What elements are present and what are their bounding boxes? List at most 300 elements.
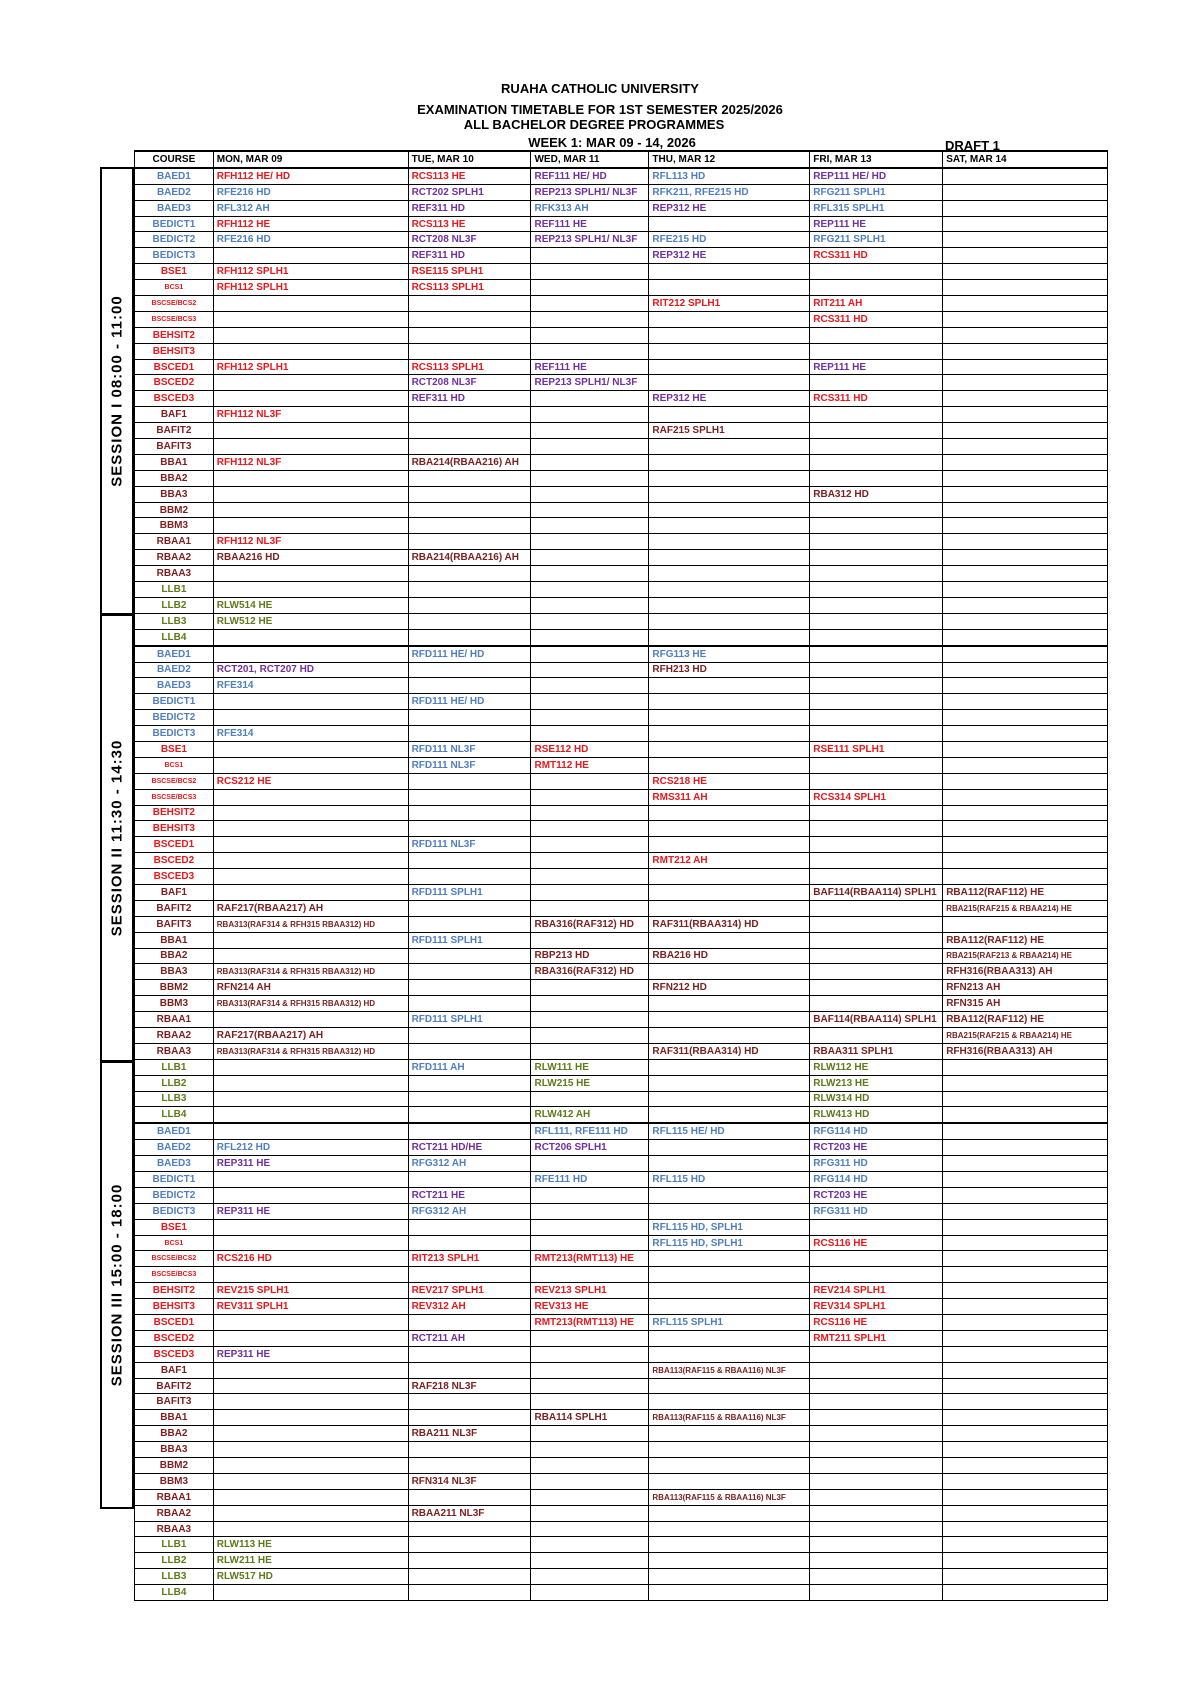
exam-cell: REP311 HE (213, 1346, 408, 1362)
exam-cell (213, 1091, 408, 1107)
exam-cell: REP312 HE (649, 391, 810, 407)
exam-cell (213, 375, 408, 391)
exam-cell (213, 1123, 408, 1139)
exam-cell (810, 423, 943, 439)
exam-cell (408, 1489, 531, 1505)
exam-cell (943, 694, 1108, 710)
exam-cell (408, 1172, 531, 1188)
exam-cell (943, 1585, 1108, 1601)
exam-cell (649, 1426, 810, 1442)
course-cell: BSCED2 (135, 1330, 214, 1346)
exam-cell (408, 407, 531, 423)
exam-cell: RFE314 (213, 678, 408, 694)
exam-cell (649, 1156, 810, 1172)
course-cell: LLB4 (135, 1107, 214, 1123)
exam-cell (213, 343, 408, 359)
timetable-table (134, 150, 1108, 1601)
exam-cell (810, 710, 943, 726)
exam-cell (943, 1505, 1108, 1521)
exam-cell (531, 1267, 649, 1283)
exam-cell (810, 1378, 943, 1394)
timetable-row (135, 996, 1108, 1012)
exam-cell: RBP213 HD (531, 948, 649, 964)
exam-cell (649, 1091, 810, 1107)
exam-cell: RFG114 HD (810, 1172, 943, 1188)
course-cell: BEDICT2 (135, 1187, 214, 1203)
exam-cell: RBAA216 HD (213, 550, 408, 566)
timetable-row (135, 1107, 1108, 1123)
course-cell: LLB1 (135, 582, 214, 598)
course-cell: BBA1 (135, 454, 214, 470)
exam-cell (943, 1426, 1108, 1442)
exam-cell: RSE111 SPLH1 (810, 741, 943, 757)
exam-cell (943, 1075, 1108, 1091)
exam-cell (810, 678, 943, 694)
exam-cell (943, 1107, 1108, 1123)
timetable-row (135, 423, 1108, 439)
course-cell: LLB4 (135, 1585, 214, 1601)
exam-cell (408, 566, 531, 582)
course-cell: BAED2 (135, 662, 214, 678)
exam-cell (213, 741, 408, 757)
timetable-row (135, 597, 1108, 613)
exam-cell (408, 311, 531, 327)
exam-cell (531, 1012, 649, 1028)
exam-cell (810, 1251, 943, 1267)
course-cell: RBAA2 (135, 550, 214, 566)
course-cell: RBAA3 (135, 566, 214, 582)
exam-cell (531, 662, 649, 678)
exam-cell: RBA112(RAF112) HE (943, 1012, 1108, 1028)
exam-cell (531, 597, 649, 613)
timetable-row (135, 646, 1108, 662)
exam-cell (943, 916, 1108, 932)
exam-cell: RBA313(RAF314 & RFH315 RBAA312) HD (213, 996, 408, 1012)
course-cell: LLB3 (135, 1091, 214, 1107)
timetable-row (135, 1012, 1108, 1028)
exam-cell (810, 1362, 943, 1378)
exam-cell: REP213 SPLH1/ NL3F (531, 232, 649, 248)
exam-cell: RFH112 SPLH1 (213, 280, 408, 296)
exam-cell (810, 1537, 943, 1553)
exam-cell (213, 1505, 408, 1521)
exam-cell (408, 1521, 531, 1537)
exam-cell: RLW413 HD (810, 1107, 943, 1123)
timetable-row (135, 1219, 1108, 1235)
course-cell: BCS1 (135, 1235, 214, 1251)
exam-cell: RBA113(RAF115 & RBAA116) NL3F (649, 1489, 810, 1505)
exam-cell (810, 550, 943, 566)
session-label (100, 1061, 134, 1509)
exam-cell: RFG312 AH (408, 1156, 531, 1172)
course-cell: BAED2 (135, 184, 214, 200)
exam-cell (213, 805, 408, 821)
exam-cell (943, 773, 1108, 789)
timetable-row (135, 518, 1108, 534)
exam-cell (408, 821, 531, 837)
course-cell: BSCSE/BCS3 (135, 311, 214, 327)
timetable-row (135, 948, 1108, 964)
draft-label: DRAFT 1 (945, 138, 1000, 153)
exam-cell (649, 1346, 810, 1362)
exam-cell: RBA215(RAF213 & RBAA214) HE (943, 948, 1108, 964)
timetable-row (135, 773, 1108, 789)
exam-cell (649, 710, 810, 726)
exam-cell: RFD111 AH (408, 1059, 531, 1075)
exam-cell: RCT201, RCT207 HD (213, 662, 408, 678)
timetable-row (135, 1075, 1108, 1091)
exam-cell: RFL315 SPLH1 (810, 200, 943, 216)
exam-cell (810, 629, 943, 645)
exam-cell (649, 534, 810, 550)
exam-cell (810, 726, 943, 742)
exam-cell: RFK313 AH (531, 200, 649, 216)
timetable-title: EXAMINATION TIMETABLE FOR 1ST SEMESTER 2025/2026 (417, 102, 783, 117)
session-label (100, 167, 134, 615)
exam-cell (531, 454, 649, 470)
exam-cell (649, 726, 810, 742)
exam-cell (408, 916, 531, 932)
exam-cell (531, 343, 649, 359)
exam-cell (943, 805, 1108, 821)
exam-cell (408, 1091, 531, 1107)
course-cell: BBA2 (135, 1426, 214, 1442)
timetable-row (135, 1394, 1108, 1410)
exam-cell (943, 821, 1108, 837)
exam-cell: BAF114(RBAA114) SPLH1 (810, 1012, 943, 1028)
exam-cell: RFD111 HE/ HD (408, 694, 531, 710)
exam-cell: RFE314 (213, 726, 408, 742)
exam-cell (943, 407, 1108, 423)
exam-cell: RAF311(RBAA314) HD (649, 1043, 810, 1059)
exam-cell (943, 566, 1108, 582)
exam-cell: RFH112 HE/ HD (213, 168, 408, 184)
exam-cell: RLW412 AH (531, 1107, 649, 1123)
exam-cell (213, 1378, 408, 1394)
exam-cell (213, 391, 408, 407)
exam-cell (213, 853, 408, 869)
exam-cell (810, 1553, 943, 1569)
exam-cell (649, 375, 810, 391)
exam-cell (810, 1394, 943, 1410)
exam-cell: RFE111 HD (531, 1172, 649, 1188)
exam-cell (649, 1140, 810, 1156)
timetable-row (135, 1315, 1108, 1331)
exam-cell (810, 948, 943, 964)
timetable-row (135, 1203, 1108, 1219)
exam-cell (943, 1091, 1108, 1107)
exam-cell (531, 1219, 649, 1235)
exam-cell (649, 216, 810, 232)
exam-cell (213, 1107, 408, 1123)
exam-cell (408, 1315, 531, 1331)
exam-cell: REV213 SPLH1 (531, 1283, 649, 1299)
exam-cell: REV313 HE (531, 1299, 649, 1315)
exam-cell: RFG113 HE (649, 646, 810, 662)
exam-cell (943, 1299, 1108, 1315)
exam-cell (531, 613, 649, 629)
exam-cell (213, 948, 408, 964)
course-cell: RBAA3 (135, 1043, 214, 1059)
exam-cell: RCS314 SPLH1 (810, 789, 943, 805)
timetable-row (135, 1537, 1108, 1553)
exam-cell: RLW113 HE (213, 1537, 408, 1553)
course-cell: BSCED1 (135, 359, 214, 375)
exam-cell (649, 486, 810, 502)
exam-cell (531, 423, 649, 439)
exam-cell (408, 900, 531, 916)
exam-cell (943, 518, 1108, 534)
timetable-row (135, 837, 1108, 853)
exam-cell (810, 1346, 943, 1362)
exam-cell (213, 1219, 408, 1235)
exam-cell (810, 694, 943, 710)
timetable-row (135, 1569, 1108, 1585)
course-cell: BBM3 (135, 1473, 214, 1489)
exam-cell (408, 502, 531, 518)
exam-cell (408, 1442, 531, 1458)
exam-cell: RFH316(RBAA313) AH (943, 1043, 1108, 1059)
timetable-row (135, 662, 1108, 678)
exam-cell: REP111 HE (810, 216, 943, 232)
exam-cell (408, 327, 531, 343)
exam-cell (531, 248, 649, 264)
course-cell: BCS1 (135, 757, 214, 773)
timetable-row (135, 884, 1108, 900)
exam-cell (810, 821, 943, 837)
exam-cell: RCS116 HE (810, 1235, 943, 1251)
exam-cell (408, 1394, 531, 1410)
exam-cell (943, 184, 1108, 200)
exam-cell: RFK211, RFE215 HD (649, 184, 810, 200)
timetable-row (135, 900, 1108, 916)
exam-cell (943, 1219, 1108, 1235)
column-header-day: MON, MAR 09 (213, 151, 408, 168)
exam-cell (531, 280, 649, 296)
exam-cell (649, 1521, 810, 1537)
course-cell: BBM2 (135, 980, 214, 996)
exam-cell (408, 805, 531, 821)
exam-cell (213, 1187, 408, 1203)
course-cell: LLB4 (135, 629, 214, 645)
exam-cell: RBA316(RAF312) HD (531, 916, 649, 932)
exam-cell: RBA313(RAF314 & RFH315 RBAA312) HD (213, 916, 408, 932)
exam-cell (810, 900, 943, 916)
exam-cell (531, 1505, 649, 1521)
exam-cell (408, 980, 531, 996)
course-cell: BAF1 (135, 884, 214, 900)
course-cell: BSCED1 (135, 1315, 214, 1331)
course-cell: RBAA1 (135, 1012, 214, 1028)
exam-cell (213, 629, 408, 645)
exam-cell (213, 1362, 408, 1378)
timetable-row (135, 1346, 1108, 1362)
exam-cell (531, 1537, 649, 1553)
course-cell: RBAA2 (135, 1505, 214, 1521)
exam-cell (810, 996, 943, 1012)
timetable-row (135, 1458, 1108, 1474)
exam-cell: REV217 SPLH1 (408, 1283, 531, 1299)
course-cell: BAFIT3 (135, 916, 214, 932)
exam-cell (810, 646, 943, 662)
exam-cell (213, 327, 408, 343)
exam-cell (943, 582, 1108, 598)
course-cell: BSCSE/BCS2 (135, 296, 214, 312)
exam-cell (531, 391, 649, 407)
exam-cell (213, 582, 408, 598)
timetable-row (135, 248, 1108, 264)
exam-cell (213, 486, 408, 502)
exam-cell (810, 1442, 943, 1458)
timetable-row (135, 550, 1108, 566)
exam-cell: RCS113 HE (408, 168, 531, 184)
exam-cell (531, 900, 649, 916)
exam-cell (213, 296, 408, 312)
exam-cell: RLW314 HD (810, 1091, 943, 1107)
exam-cell: RLW213 HE (810, 1075, 943, 1091)
course-cell: BAED3 (135, 1156, 214, 1172)
timetable-row (135, 216, 1108, 232)
exam-cell (649, 264, 810, 280)
exam-cell: RLW111 HE (531, 1059, 649, 1075)
exam-cell (531, 694, 649, 710)
timetable-row (135, 502, 1108, 518)
exam-cell (943, 629, 1108, 645)
exam-cell: RFH112 NL3F (213, 454, 408, 470)
exam-cell (649, 1251, 810, 1267)
exam-cell (943, 1251, 1108, 1267)
exam-cell: RFN315 AH (943, 996, 1108, 1012)
timetable-row (135, 1489, 1108, 1505)
exam-cell (649, 1203, 810, 1219)
course-cell: BCS1 (135, 280, 214, 296)
exam-cell: RBA215(RAF215 & RBAA214) HE (943, 1027, 1108, 1043)
exam-cell (810, 597, 943, 613)
exam-cell (943, 454, 1108, 470)
course-cell: BBM2 (135, 502, 214, 518)
exam-cell: RBA112(RAF112) HE (943, 932, 1108, 948)
timetable-row (135, 1059, 1108, 1075)
exam-cell (810, 454, 943, 470)
exam-cell: RBA113(RAF115 & RBAA116) NL3F (649, 1410, 810, 1426)
timetable-row (135, 407, 1108, 423)
exam-cell (810, 662, 943, 678)
exam-cell (213, 1410, 408, 1426)
exam-cell: RFG312 AH (408, 1203, 531, 1219)
exam-cell (213, 1315, 408, 1331)
timetable-row (135, 582, 1108, 598)
exam-cell: REV214 SPLH1 (810, 1283, 943, 1299)
exam-cell (810, 980, 943, 996)
exam-cell: RLW514 HE (213, 597, 408, 613)
exam-cell (943, 1330, 1108, 1346)
exam-cell (531, 1187, 649, 1203)
exam-cell (810, 502, 943, 518)
exam-cell: RMT213(RMT113) HE (531, 1315, 649, 1331)
session-label-text: SESSION II 11:30 - 14:30 (108, 739, 126, 937)
exam-cell (408, 1362, 531, 1378)
exam-cell: RBA114 SPLH1 (531, 1410, 649, 1426)
exam-cell (943, 1410, 1108, 1426)
exam-cell (531, 646, 649, 662)
exam-cell (408, 869, 531, 885)
exam-cell (213, 439, 408, 455)
course-cell: BSCSE/BCS2 (135, 1251, 214, 1267)
timetable-row (135, 1521, 1108, 1537)
course-cell: BBM3 (135, 518, 214, 534)
exam-cell (943, 853, 1108, 869)
course-cell: BAED1 (135, 168, 214, 184)
timetable-row (135, 678, 1108, 694)
exam-cell (649, 502, 810, 518)
exam-cell (649, 470, 810, 486)
timetable-row (135, 916, 1108, 932)
exam-cell (213, 932, 408, 948)
timetable-row (135, 359, 1108, 375)
exam-cell: REF111 HE (531, 216, 649, 232)
exam-cell (649, 1283, 810, 1299)
timetable-row (135, 327, 1108, 343)
exam-cell: RFG114 HD (810, 1123, 943, 1139)
exam-cell: RFD111 NL3F (408, 757, 531, 773)
exam-cell: RFL113 HD (649, 168, 810, 184)
exam-cell (810, 343, 943, 359)
exam-cell (531, 327, 649, 343)
exam-cell (213, 1172, 408, 1188)
timetable-row (135, 1410, 1108, 1426)
exam-cell (213, 646, 408, 662)
exam-cell: REV215 SPLH1 (213, 1283, 408, 1299)
exam-cell (213, 518, 408, 534)
exam-cell: BAF114(RBAA114) SPLH1 (810, 884, 943, 900)
exam-cell: RFD111 SPLH1 (408, 1012, 531, 1028)
exam-cell (649, 757, 810, 773)
timetable-row (135, 1505, 1108, 1521)
exam-cell: RFL312 AH (213, 200, 408, 216)
exam-cell (531, 407, 649, 423)
exam-cell (408, 1458, 531, 1474)
exam-cell: RFH112 SPLH1 (213, 264, 408, 280)
course-cell: BSCED3 (135, 391, 214, 407)
timetable-row (135, 1442, 1108, 1458)
exam-cell (810, 1473, 943, 1489)
column-header-day: TUE, MAR 10 (408, 151, 531, 168)
exam-cell (943, 375, 1108, 391)
exam-cell (810, 1458, 943, 1474)
timetable-row (135, 1140, 1108, 1156)
exam-cell (408, 773, 531, 789)
exam-cell (943, 678, 1108, 694)
timetable-row (135, 741, 1108, 757)
exam-cell (649, 996, 810, 1012)
exam-cell (408, 1219, 531, 1235)
exam-cell (649, 439, 810, 455)
exam-cell (408, 1043, 531, 1059)
timetable-row (135, 1585, 1108, 1601)
exam-cell: RFL115 HD, SPLH1 (649, 1235, 810, 1251)
exam-cell (649, 741, 810, 757)
exam-cell (943, 1553, 1108, 1569)
course-cell: RBAA1 (135, 534, 214, 550)
exam-cell (649, 1442, 810, 1458)
course-cell: BSCED2 (135, 375, 214, 391)
exam-cell (213, 1585, 408, 1601)
exam-cell (408, 597, 531, 613)
exam-cell (408, 789, 531, 805)
exam-cell (943, 1473, 1108, 1489)
week-title: WEEK 1: MAR 09 - 14, 2026 (528, 135, 696, 150)
exam-cell (649, 1553, 810, 1569)
